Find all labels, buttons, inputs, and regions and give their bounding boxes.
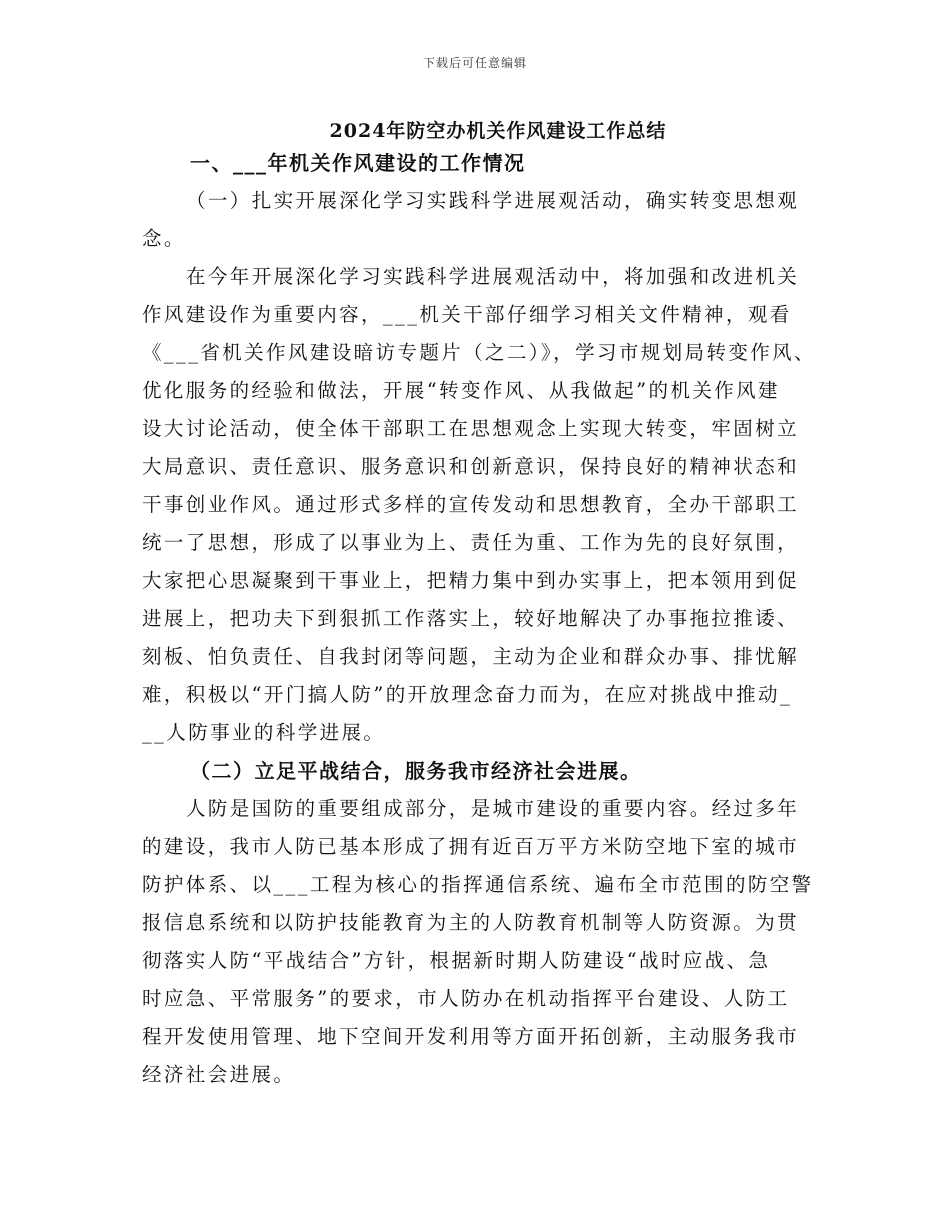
- paragraph-line: 人防是国防的重要组成部分，是城市建设的重要内容。经过多年: [186, 797, 800, 820]
- header-note: 下载后可任意编辑: [422, 56, 527, 70]
- paragraph-line: 难，积极以“开门搞人防”的开放理念奋力而为，在应对挑战中推动_: [142, 683, 793, 706]
- paragraph-line: 《___省机关作风建设暗访专题片（之二）》，学习市规划局转变作风、: [142, 341, 816, 364]
- paragraph-line: 时应急、平常服务”的要求，市人防办在机动指挥平台建设、人防工: [142, 987, 790, 1010]
- paragraph-line: 进展上，把功夫下到狠抓工作落实上，较好地解决了办事拖拉推诿、: [142, 607, 800, 630]
- paragraph-line: 经济社会进展。: [142, 1063, 296, 1086]
- paragraph-line: __人防事业的科学进展。: [142, 721, 386, 744]
- paragraph-line: 统一了思想，形成了以事业为上、责任为重、工作为先的良好氛围，: [142, 531, 800, 554]
- paragraph-line: 刻板、怕负责任、自我封闭等问题，主动为企业和群众办事、排忧解: [142, 645, 800, 668]
- section-heading-2: （二）立足平战结合，服务我市经济社会进展。: [190, 759, 642, 783]
- paragraph-line: 的建设，我市人防已基本形成了拥有近百万平方米防空地下室的城市: [142, 835, 800, 858]
- document-title: 2024年防空办机关作风建设工作总结: [329, 120, 667, 142]
- section-heading-1: 一、___年机关作风建设的工作情况: [190, 151, 526, 175]
- paragraph-line: 程开发使用管理、地下空间开发利用等方面开拓创新，主动服务我市: [142, 1025, 800, 1048]
- paragraph-line: 大局意识、责任意识、服务意识和创新意识，保持良好的精神状态和: [142, 455, 800, 478]
- paragraph-line: 作风建设作为重要内容，___机关干部仔细学习相关文件精神，观看: [142, 303, 792, 326]
- paragraph-line: 大家把心思凝聚到干事业上，把精力集中到办实事上，把本领用到促: [142, 569, 800, 592]
- paragraph-line: 报信息系统和以防护技能教育为主的人防教育机制等人防资源。为贯: [142, 911, 800, 934]
- paragraph-line: 念。: [142, 227, 186, 250]
- paragraph-line: （一）扎实开展深化学习实践科学进展观活动，确实转变思想观: [186, 189, 800, 212]
- paragraph-line: 优化服务的经验和做法，开展“转变作风、从我做起”的机关作风建: [142, 379, 780, 402]
- paragraph-line: 在今年开展深化学习实践科学进展观活动中，将加强和改进机关: [186, 265, 800, 288]
- paragraph-line: 彻落实人防“平战结合”方针，根据新时期人防建设“战时应战、急: [142, 949, 771, 972]
- paragraph-line: 设大讨论活动，使全体干部职工在思想观念上实现大转变，牢固树立: [142, 417, 800, 440]
- paragraph-line: 防护体系、以___工程为核心的指挥通信系统、遍布全市范围的防空警: [142, 873, 814, 896]
- paragraph-line: 干事创业作风。通过形式多样的宣传发动和思想教育，全办干部职工: [142, 493, 800, 516]
